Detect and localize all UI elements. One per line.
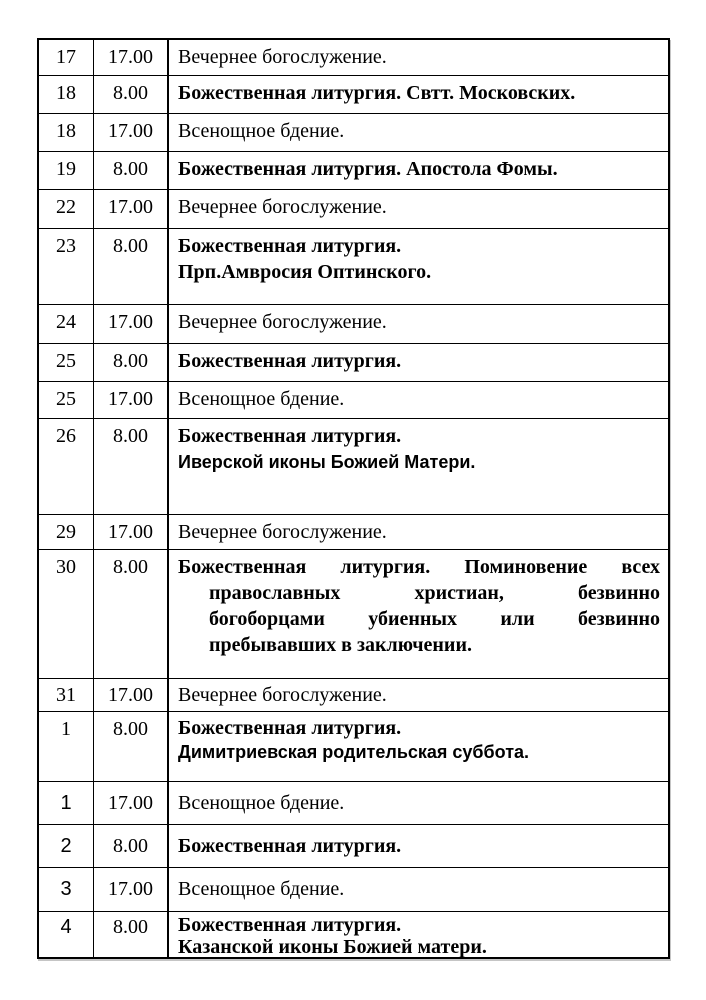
service-line: Вечернее богослужение. [178,684,387,706]
service-cell [169,712,668,781]
service-cell [169,679,668,711]
time-cell: 17.00 [94,868,169,911]
service-line: Божественная литургия. [178,914,402,936]
time-cell: 17.00 [94,382,169,418]
schedule-row [39,782,668,825]
service-cell [169,868,668,911]
service-line: Вечернее богослужение. [178,521,387,543]
time-cell: 17.00 [94,114,169,151]
service-cell [169,550,668,678]
service-schedule-table [37,38,670,959]
schedule-row [39,515,668,550]
service-line: Божественная литургия. Апостола Фомы. [178,158,558,180]
service-cell [169,344,668,381]
service-line: Вечернее богослужение. [178,311,387,333]
time-cell: 17.00 [94,40,169,75]
schedule-row [39,152,668,190]
service-cell [169,152,668,189]
date-cell: 30 [39,550,94,678]
service-cell [169,40,668,75]
schedule-row [39,76,668,114]
date-cell: 19 [39,152,94,189]
date-cell: 18 [39,76,94,113]
service-cell [169,229,668,304]
schedule-row [39,229,668,305]
service-line: Всенощное бдение. [178,878,345,900]
date-cell: 2 [39,825,94,867]
date-cell: 25 [39,382,94,418]
date-cell: 1 [39,782,94,824]
schedule-row [39,40,668,76]
service-line: богоборцами убиенных или безвинно [209,608,660,630]
service-line: Божественная литургия. [178,835,402,857]
service-line: Вечернее богослужение. [178,46,387,68]
service-line: Божественная литургия. Поминовение всех [178,556,660,578]
schedule-row [39,305,668,344]
time-cell: 8.00 [94,344,169,381]
schedule-row [39,550,668,679]
service-cell [169,382,668,418]
time-cell: 8.00 [94,712,169,781]
service-line: пребывавших в заключении. [209,634,472,656]
date-cell: 17 [39,40,94,75]
schedule-row [39,344,668,382]
date-cell: 31 [39,679,94,711]
schedule-row [39,382,668,419]
service-line: Вечернее богослужение. [178,196,387,218]
service-line: Казанской иконы Божией матери. [178,936,487,957]
time-cell: 8.00 [94,76,169,113]
service-cell [169,912,668,957]
schedule-row [39,679,668,712]
time-cell: 17.00 [94,515,169,549]
service-line: Димитриевская родительская суббота. [178,742,530,762]
time-cell: 17.00 [94,782,169,824]
schedule-row [39,825,668,868]
service-line: Всенощное бдение. [178,792,345,814]
service-line: Божественная литургия. [178,425,402,447]
date-cell: 25 [39,344,94,381]
service-line: Божественная литургия. Свтт. Московских. [178,82,576,104]
service-line: Божественная литургия. [178,235,402,257]
service-line: Божественная литургия. [178,717,402,739]
date-cell: 1 [39,712,94,781]
service-cell [169,305,668,343]
schedule-row [39,912,668,957]
service-line: православных христиан, безвинно [209,582,660,604]
service-cell [169,419,668,514]
schedule-row [39,419,668,515]
service-cell [169,190,668,228]
service-line: Всенощное бдение. [178,388,345,410]
time-cell: 8.00 [94,419,169,514]
time-cell: 8.00 [94,912,169,957]
schedule-row [39,868,668,912]
time-cell: 8.00 [94,152,169,189]
service-line: Всенощное бдение. [178,120,345,142]
service-cell [169,114,668,151]
date-cell: 4 [39,912,94,957]
service-cell [169,76,668,113]
schedule-row [39,190,668,229]
date-cell: 24 [39,305,94,343]
date-cell: 23 [39,229,94,304]
date-cell: 18 [39,114,94,151]
service-cell [169,782,668,824]
time-cell: 17.00 [94,190,169,228]
date-cell: 3 [39,868,94,911]
service-line: Прп.Амвросия Оптинского. [178,261,432,283]
time-cell: 17.00 [94,679,169,711]
time-cell: 8.00 [94,825,169,867]
time-cell: 17.00 [94,305,169,343]
schedule-row [39,114,668,152]
date-cell: 29 [39,515,94,549]
service-line: Божественная литургия. [178,350,402,372]
schedule-row [39,712,668,782]
time-cell: 8.00 [94,550,169,678]
service-line: Иверской иконы Божией Матери. [178,452,476,472]
time-cell: 8.00 [94,229,169,304]
date-cell: 26 [39,419,94,514]
service-cell [169,515,668,549]
service-cell [169,825,668,867]
date-cell: 22 [39,190,94,228]
